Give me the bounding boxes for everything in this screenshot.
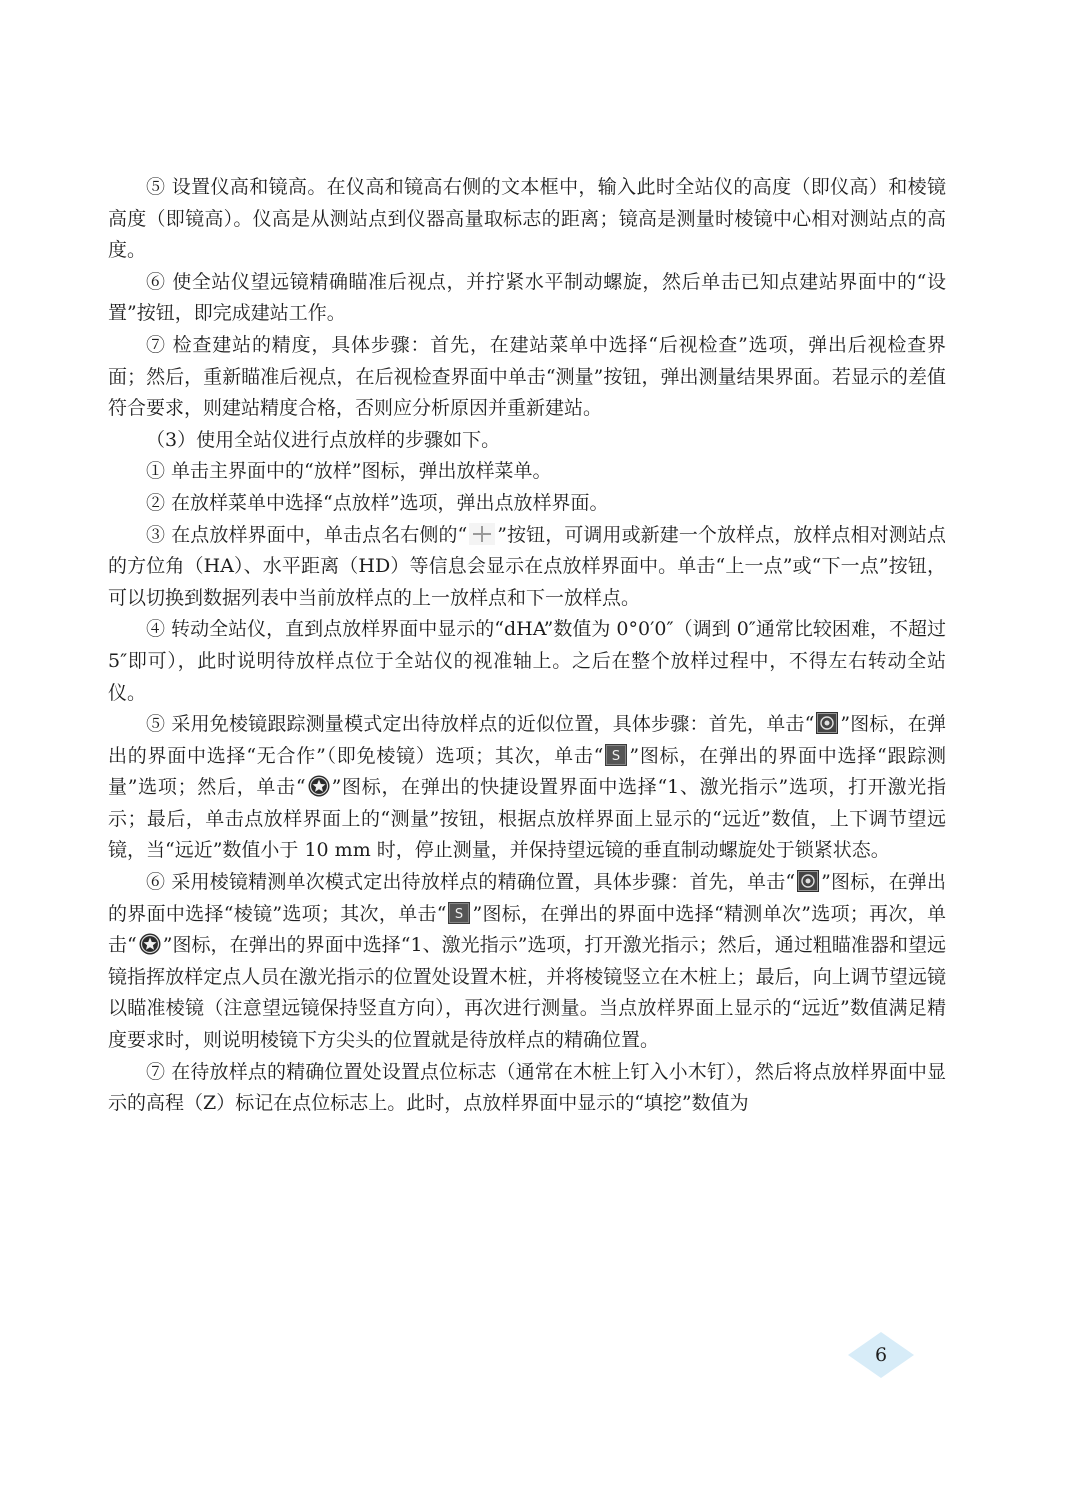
page-number-badge xyxy=(846,1330,916,1380)
star-settings-icon xyxy=(308,775,330,797)
paragraph-5: ① 单击主界面中的“放样”图标，弹出放样菜单。 xyxy=(146,460,552,483)
paragraph-4: （3）使用全站仪进行点放样的步骤如下。 xyxy=(146,428,501,451)
paragraph-8: ④ 转动全站仪，直到点放样界面中显示的“dHA”数值为 0°0′0″（调到 0″通常比较困难，不超过 5″即可），此时说明待放样点位于全站仪的视准轴上。之后在整个放样过程中，不得左右转动全站仪。 xyxy=(108,618,946,704)
s-mode-icon xyxy=(605,744,627,766)
paragraph-1: ⑤ 设置仪高和镜高。在仪高和镜高右侧的文本框中，输入此时全站仪的高度（即仪高）和棱镜高度（即镜高）。仪高是从测站点到仪器高量取标志的距离；镜高是测量时棱镜中心相对测站点的高度。 xyxy=(108,176,946,262)
prism-target-icon xyxy=(816,712,838,734)
star-settings-icon xyxy=(139,933,161,955)
svg-text:S: S xyxy=(612,748,621,764)
paragraph-10: ⑥ 采用棱镜精测单次模式定出待放样点的精确位置，具体步骤：首先，单击“ ”图标，在弹出的界面中选择“棱镜”选项；其次，单击“ S ”图标，在弹出的界面中选择“精测单次”选项；再次，单击“ ”图标，在弹出的界面中选择“1、激光指示”选项，打开激光指示；然后，通过粗瞄准器和望远镜指挥放样定点人员在激光指示的位置处设置木桩，并将棱镜竖立在木桩上；最后，向上调节望远镜以瞄准棱镜（注意望远镜保持竖直方向），再次进行测量。当点放样界面上显示的“远近”数值满足精度要求时，则说明棱镜下方尖头的位置就是待放样点的精确位置。 xyxy=(108,871,947,1052)
paragraph-11: ⑦ 在待放样点的精确位置处设置点位标志（通常在木桩上钉入小木钉），然后将点放样界面中显示的高程（Z）标记在点位标志上。此时，点放样界面中显示的“填挖”数值为 xyxy=(108,1060,946,1115)
plus-icon xyxy=(469,523,495,545)
page-number: 6 xyxy=(874,1344,888,1366)
paragraph-3: ⑦ 检查建站的精度，具体步骤：首先，在建站菜单中选择“后视检查”选项，弹出后视检查界面；然后，重新瞄准后视点，在后视检查界面中单击“测量”按钮，弹出测量结果界面。若显示的差值符合要求，则建站精度合格，否则应分析原因并重新建站。 xyxy=(108,333,946,420)
s-mode-icon xyxy=(448,902,470,924)
prism-target-icon xyxy=(797,870,819,892)
body-text xyxy=(108,172,946,1120)
paragraph-7: ③ 在点放样界面中，单击点名右侧的“ ”按钮，可调用或新建一个放样点，放样点相对测站点的方位角（HA）、水平距离（HD）等信息会显示在点放样界面中。单击“上一点”或“下一点”按钮，可以切换到数据列表中当前放样点的上一放样点和下一放样点。 xyxy=(108,523,946,609)
paragraph-9: ⑤ 采用免棱镜跟踪测量模式定出待放样点的近似位置，具体步骤：首先，单击“ ”图标，在弹出的界面中选择“无合作”（即免棱镜）选项；其次，单击“ S ”图标，在弹出的界面中选择“跟踪测量”选项；然后，单击“ ”图标，在弹出的快捷设置界面中选择“1、激光指示”选项，打开激光指示；最后，单击点放样界面上的“测量”按钮，根据点放样界面上显示的“远近”数值，上下调节望远镜，当“远近”数值小于 10 mm 时，停止测量，并保持望远镜的垂直制动螺旋处于锁紧状态。 xyxy=(108,713,946,862)
svg-text:S: S xyxy=(455,906,464,922)
paragraph-2: ⑥ 使全站仪望远镜精确瞄准后视点，并拧紧水平制动螺旋，然后单击已知点建站界面中的“设置”按钮，即完成建站工作。 xyxy=(108,270,946,325)
paragraph-6: ② 在放样菜单中选择“点放样”选项，弹出点放样界面。 xyxy=(146,491,609,514)
